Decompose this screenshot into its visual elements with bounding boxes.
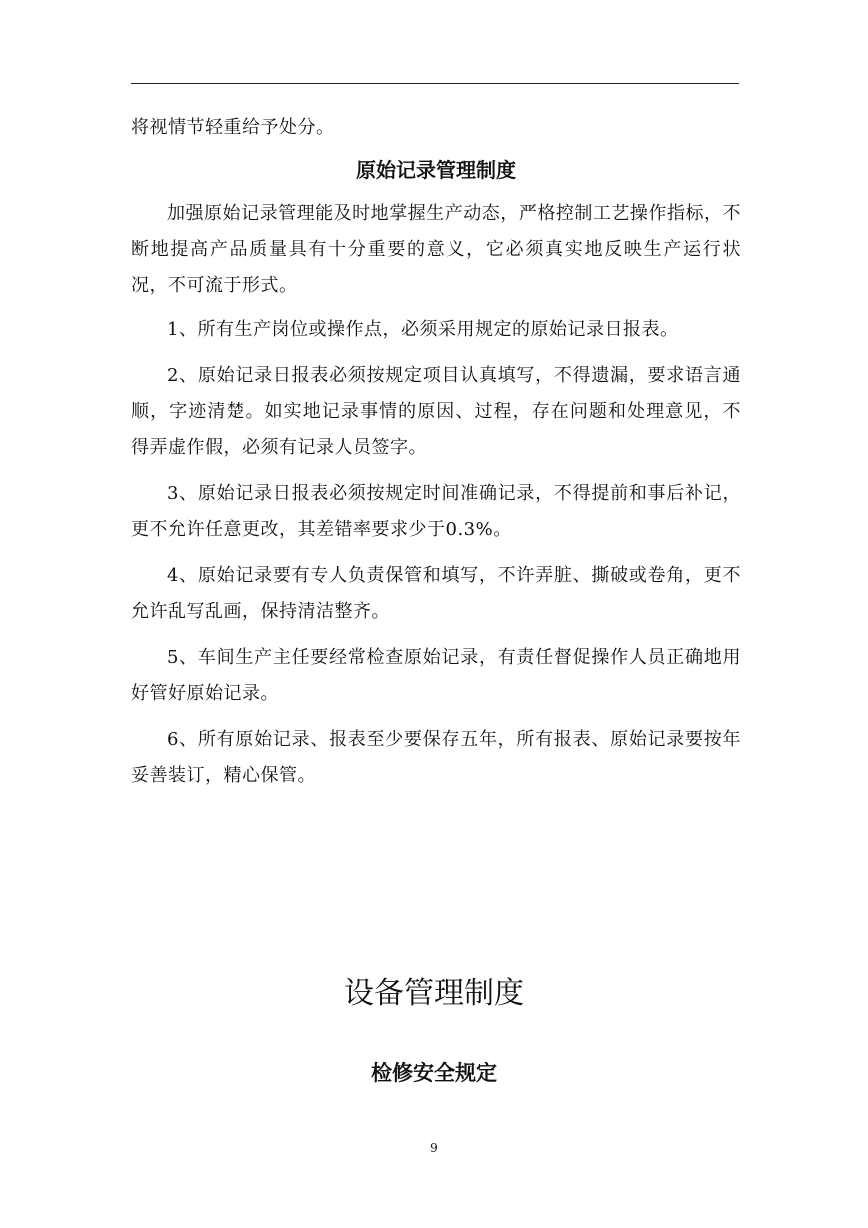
section-intro: 加强原始记录管理能及时地掌握生产动态，严格控制工艺操作指标，不断地提高产品质量具有十分重要的意义，它必须真实地反映生产运行状况，不可流于形式。 (131, 203, 741, 296)
chapter-title: 设备管理制度 (344, 976, 524, 1011)
list-item: 4、原始记录要有专人负责保管和填写，不许弄脏、撕破或卷角，更不允许乱写乱画，保持清洁整齐。 (131, 565, 741, 622)
subsection-title: 检修安全规定 (371, 1060, 497, 1085)
section-title: 原始记录管理制度 (356, 158, 516, 182)
page-number: 9 (430, 1141, 438, 1155)
header-rule (131, 83, 739, 84)
continuation-text: 将视情节轻重给予处分。 (131, 117, 335, 138)
list-item: 2、原始记录日报表必须按规定项目认真填写，不得遗漏，要求语言通顺，字迹清楚。如实地记录事情的原因、过程，存在问题和处理意见，不得弄虚作假，必须有记录人员签字。 (131, 365, 741, 458)
list-item: 5、车间生产主任要经常检查原始记录，有责任督促操作人员正确地用好管好原始记录。 (131, 647, 741, 704)
list-item: 1、所有生产岗位或操作点，必须采用规定的原始记录日报表。 (167, 319, 679, 340)
list-item: 3、原始记录日报表必须按规定时间准确记录，不得提前和事后补记，更不允许任意更改，其差错率要求少于0.3%。 (131, 483, 741, 540)
page-content (131, 110, 741, 804)
list-item: 6、所有原始记录、报表至少要保存五年，所有报表、原始记录要按年妥善装订，精心保管。 (131, 729, 741, 786)
